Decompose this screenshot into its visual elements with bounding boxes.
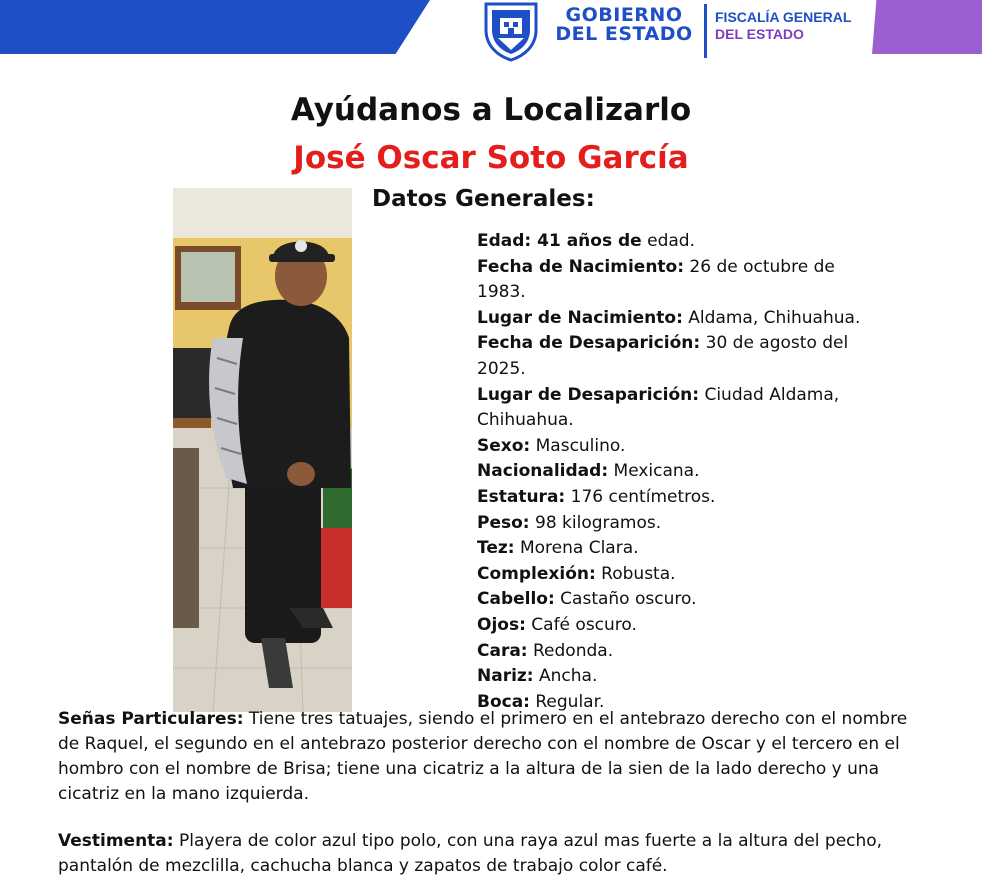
dato-item bbox=[477, 331, 877, 382]
dato-item bbox=[477, 255, 877, 306]
senas-label: Señas Particulares: bbox=[58, 709, 244, 729]
dato-label: Complexión: bbox=[477, 563, 596, 584]
datos-generales-heading: Datos Generales: bbox=[372, 186, 595, 212]
dato-value: Mexicana. bbox=[608, 461, 700, 482]
dato-label: Edad: 41 años de bbox=[477, 231, 642, 251]
datos-generales-list bbox=[477, 229, 877, 715]
dato-item bbox=[477, 536, 877, 562]
vestimenta-label: Vestimenta: bbox=[58, 831, 174, 851]
person-photo bbox=[173, 188, 352, 712]
dato-value: Masculino. bbox=[530, 435, 626, 456]
senas-text: Tiene tres tatuajes, siendo el primero en el antebrazo derecho con el nombre de Raquel, el segundo en el antebrazo posterior derecho con el nombre de Oscar y el tercero en el hombro con el nombre de Brisa; tiene una cicatriz a la altura de la sien de la lado derecho y una cicatriz en la mano izquierda. bbox=[58, 709, 908, 804]
dato-item bbox=[477, 229, 877, 255]
vestimenta-text: Playera de color azul tipo polo, con una raya azul mas fuerte a la altura del pecho, pantalón de mezclilla, cachucha blanca y zapatos de trabajo color café. bbox=[58, 831, 883, 876]
dato-label: Sexo: bbox=[477, 435, 531, 456]
dato-value: Castaño oscuro. bbox=[554, 589, 697, 610]
dato-label: Tez: bbox=[477, 538, 515, 559]
dato-label: Boca: bbox=[477, 691, 530, 712]
dato-value: Redonda. bbox=[527, 640, 614, 661]
dato-item bbox=[477, 485, 877, 511]
dato-item bbox=[477, 383, 877, 434]
dato-value: 26 de octubre de 1983. bbox=[477, 256, 835, 303]
dato-label: Nariz: bbox=[477, 666, 534, 687]
dato-item bbox=[477, 613, 877, 639]
logo-divider bbox=[704, 4, 707, 58]
dato-label: Lugar de Nacimiento: bbox=[477, 307, 683, 328]
missing-person-name: José Oscar Soto García bbox=[293, 140, 689, 176]
dato-label: Nacionalidad: bbox=[477, 461, 609, 482]
dato-label: Fecha de Nacimiento: bbox=[477, 256, 685, 277]
dato-item bbox=[477, 587, 877, 613]
dato-label: Fecha de Desaparición: bbox=[477, 333, 701, 354]
dato-value: Morena Clara. bbox=[514, 538, 639, 559]
gobierno-wordmark: GOBIERNO DEL ESTADO bbox=[555, 4, 693, 45]
dato-label: Peso: bbox=[477, 512, 530, 533]
dato-item bbox=[477, 459, 877, 485]
dato-item bbox=[477, 511, 877, 537]
dato-value: Ciudad Aldama, Chihuahua. bbox=[477, 384, 840, 431]
dato-item bbox=[477, 306, 877, 332]
dato-value: Café oscuro. bbox=[525, 614, 637, 635]
dato-value: Robusta. bbox=[595, 563, 676, 584]
dato-label: Estatura: bbox=[477, 486, 566, 507]
fiscalia-wordmark: FISCALÍA GENERAL DEL ESTADO bbox=[715, 9, 852, 42]
dato-value: Aldama, Chihuahua. bbox=[682, 307, 861, 328]
dato-label: Ojos: bbox=[477, 614, 526, 635]
dato-item bbox=[477, 639, 877, 665]
dato-item bbox=[477, 562, 877, 588]
header-blue-banner bbox=[0, 0, 430, 54]
dato-value: Ancha. bbox=[533, 666, 598, 687]
dato-label: Lugar de Desaparición: bbox=[477, 384, 700, 405]
dato-item bbox=[477, 664, 877, 690]
dato-value: 98 kilogramos. bbox=[529, 512, 662, 533]
dato-value: Regular. bbox=[529, 691, 605, 712]
senas-particulares bbox=[58, 707, 928, 807]
dato-value: 30 de agosto del 2025. bbox=[477, 333, 849, 379]
dato-value: edad. bbox=[641, 231, 695, 251]
dato-item bbox=[477, 434, 877, 460]
dato-label: Cara: bbox=[477, 640, 528, 661]
vestimenta bbox=[58, 829, 928, 879]
state-shield-icon bbox=[482, 0, 540, 62]
poster-title: Ayúdanos a Localizarlo bbox=[290, 92, 692, 128]
dato-value: 176 centímetros. bbox=[565, 486, 716, 507]
header-purple-banner bbox=[872, 0, 982, 54]
dato-label: Cabello: bbox=[477, 589, 555, 610]
